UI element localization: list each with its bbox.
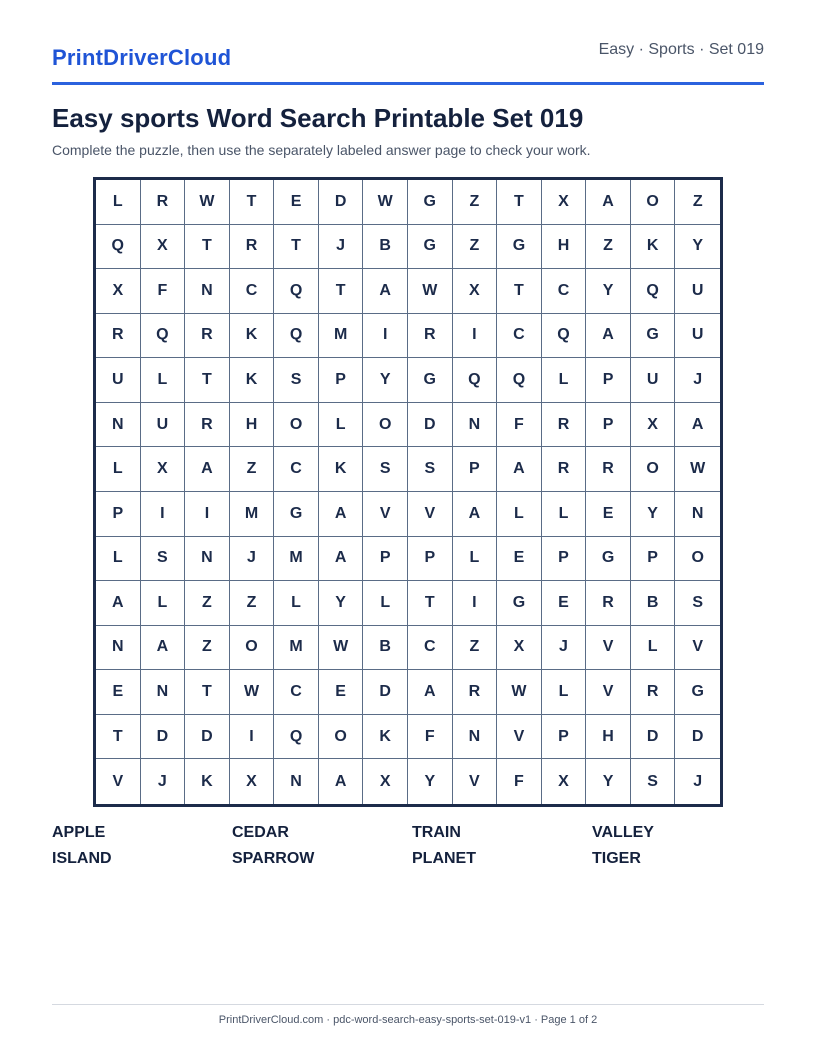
- grid-cell: T: [185, 358, 230, 403]
- grid-cell: L: [363, 581, 408, 626]
- grid-cell: S: [363, 447, 408, 492]
- grid-cell: M: [274, 626, 319, 671]
- grid-cell: Q: [141, 314, 186, 359]
- word-list-item: CEDAR: [232, 824, 289, 841]
- header-divider: [52, 82, 764, 85]
- grid-cell: R: [631, 670, 676, 715]
- grid-cell: E: [586, 492, 631, 537]
- grid-cell: G: [497, 581, 542, 626]
- grid-cell: Z: [675, 180, 720, 225]
- word-list-item: TRAIN: [412, 824, 461, 841]
- grid-cell: L: [274, 581, 319, 626]
- grid-cell: A: [319, 537, 364, 582]
- grid-cell: L: [96, 180, 141, 225]
- grid-cell: G: [631, 314, 676, 359]
- grid-cell: E: [497, 537, 542, 582]
- grid-cell: W: [363, 180, 408, 225]
- grid-cell: U: [141, 403, 186, 448]
- grid-cell: C: [542, 269, 587, 314]
- grid-cell: P: [631, 537, 676, 582]
- grid-cell: Z: [185, 581, 230, 626]
- grid-cell: J: [141, 759, 186, 804]
- grid-cell: N: [274, 759, 319, 804]
- grid-cell: N: [96, 626, 141, 671]
- grid-cell: X: [141, 225, 186, 270]
- grid-cell: J: [230, 537, 275, 582]
- grid-cell: S: [675, 581, 720, 626]
- grid-cell: Q: [274, 269, 319, 314]
- grid-cell: G: [408, 358, 453, 403]
- grid-cell: W: [497, 670, 542, 715]
- grid-cell: L: [542, 670, 587, 715]
- grid-cell: M: [274, 537, 319, 582]
- grid-cell: N: [185, 537, 230, 582]
- grid-cell: G: [274, 492, 319, 537]
- grid-cell: V: [586, 626, 631, 671]
- grid-cell: L: [141, 581, 186, 626]
- grid-cell: X: [542, 180, 587, 225]
- grid-cell: P: [96, 492, 141, 537]
- grid-cell: M: [319, 314, 364, 359]
- grid-cell: Z: [586, 225, 631, 270]
- word-list-item: TIGER: [592, 850, 641, 867]
- grid-cell: R: [96, 314, 141, 359]
- grid-cell: K: [363, 715, 408, 760]
- grid-cell: H: [230, 403, 275, 448]
- grid-cell: X: [96, 269, 141, 314]
- grid-cell: P: [363, 537, 408, 582]
- grid-cell: U: [631, 358, 676, 403]
- word-list: [52, 824, 772, 868]
- grid-cell: Z: [185, 626, 230, 671]
- grid-cell: N: [185, 269, 230, 314]
- grid-cell: L: [542, 358, 587, 403]
- grid-cell: B: [631, 581, 676, 626]
- grid-cell: O: [319, 715, 364, 760]
- grid-cell: O: [631, 180, 676, 225]
- grid-cell: N: [675, 492, 720, 537]
- grid-cell: Q: [274, 715, 319, 760]
- grid-cell: J: [693, 772, 703, 790]
- grid-cell: K: [230, 358, 275, 403]
- grid-cell: Q: [497, 358, 542, 403]
- grid-cell: S: [274, 358, 319, 403]
- grid-cell: E: [274, 180, 319, 225]
- grid-cell: C: [408, 626, 453, 671]
- grid-cell: Y: [363, 358, 408, 403]
- grid-cell: L: [542, 492, 587, 537]
- grid-cell: P: [408, 537, 453, 582]
- grid-cell: V: [408, 492, 453, 537]
- grid-cell: A: [408, 670, 453, 715]
- brand-logo: PrintDriverCloud: [52, 45, 232, 70]
- footer-divider: [52, 1004, 764, 1005]
- grid-cell: A: [319, 759, 364, 804]
- grid-cell: O: [631, 447, 676, 492]
- grid-cell: R: [586, 581, 631, 626]
- grid-cell: Y: [631, 492, 676, 537]
- grid-cell: Q: [542, 314, 587, 359]
- grid-cell: V: [586, 670, 631, 715]
- grid-cell: T: [96, 715, 141, 760]
- grid-cell: T: [185, 225, 230, 270]
- grid-cell: L: [141, 358, 186, 403]
- grid-cell: A: [185, 447, 230, 492]
- grid-cell: G: [408, 180, 453, 225]
- grid-cell: Q: [96, 225, 141, 270]
- grid-cell: X: [542, 759, 587, 804]
- grid-cell: X: [453, 269, 498, 314]
- grid-cell: D: [408, 403, 453, 448]
- grid-cell: C: [274, 447, 319, 492]
- grid-cell: T: [497, 180, 542, 225]
- grid-cell: F: [408, 715, 453, 760]
- grid-cell: V: [497, 715, 542, 760]
- grid-cell: C: [230, 269, 275, 314]
- grid-cell: H: [542, 225, 587, 270]
- grid-cell: C: [497, 314, 542, 359]
- grid-cell: Z: [453, 180, 498, 225]
- grid-cell: X: [141, 447, 186, 492]
- grid-cell: Y: [675, 225, 720, 270]
- grid-cell: R: [542, 403, 587, 448]
- word-list-item: VALLEY: [592, 824, 654, 841]
- grid-cell: T: [497, 269, 542, 314]
- grid-cell: V: [96, 759, 141, 804]
- grid-cell: A: [453, 492, 498, 537]
- grid-cell: D: [631, 715, 676, 760]
- grid-cell: S: [631, 759, 676, 804]
- grid-cell: N: [453, 715, 498, 760]
- grid-cell: L: [453, 537, 498, 582]
- grid-cell: T: [230, 180, 275, 225]
- grid-cell: W: [230, 670, 275, 715]
- page-subtitle: Complete the puzzle, then use the separately labeled answer page to check your work.: [52, 142, 591, 158]
- puzzle-meta: Easy · Sports · Set 019: [598, 41, 764, 58]
- grid-cell: I: [230, 715, 275, 760]
- grid-cell: R: [542, 447, 587, 492]
- grid-cell: Y: [586, 759, 631, 804]
- grid-cell: N: [96, 403, 141, 448]
- grid-cell: K: [319, 447, 364, 492]
- grid-cell: Z: [453, 225, 498, 270]
- grid-cell: F: [497, 759, 542, 804]
- grid-cell: I: [363, 314, 408, 359]
- grid-cell: L: [319, 403, 364, 448]
- word-search-grid: [93, 177, 723, 807]
- grid-cell: R: [230, 225, 275, 270]
- word-list-item: APPLE: [52, 824, 106, 841]
- grid-cell: O: [675, 537, 720, 582]
- grid-cell: D: [141, 715, 186, 760]
- page-footer: PrintDriverCloud.com · pdc-word-search-easy-sports-set-019-v1 · Page 1 of 2: [218, 1014, 598, 1026]
- grid-cell: Q: [631, 269, 676, 314]
- grid-cell: J: [319, 225, 364, 270]
- grid-cell: L: [96, 537, 141, 582]
- grid-cell: V: [675, 626, 720, 671]
- grid-cell: K: [185, 759, 230, 804]
- grid-cell: O: [230, 626, 275, 671]
- grid-cell: R: [408, 314, 453, 359]
- grid-cell: Q: [453, 358, 498, 403]
- grid-cell: P: [586, 403, 631, 448]
- grid-cell: G: [408, 225, 453, 270]
- grid-cell: G: [675, 670, 720, 715]
- grid-cell: A: [96, 581, 141, 626]
- grid-cell: R: [185, 403, 230, 448]
- grid-cell: B: [363, 626, 408, 671]
- grid-cell: Y: [586, 269, 631, 314]
- grid-cell: W: [675, 447, 720, 492]
- grid-cell: L: [497, 492, 542, 537]
- grid-cell: T: [408, 581, 453, 626]
- grid-cell: D: [185, 715, 230, 760]
- word-list-item: SPARROW: [232, 850, 315, 867]
- grid-cell: A: [497, 447, 542, 492]
- grid-cell: M: [230, 492, 275, 537]
- page-title: Easy sports Word Search Printable Set 019: [52, 103, 584, 133]
- grid-cell: L: [96, 447, 141, 492]
- grid-cell: Y: [319, 581, 364, 626]
- grid-cell: R: [141, 180, 186, 225]
- grid-cell: W: [408, 269, 453, 314]
- grid-cell: T: [319, 269, 364, 314]
- grid-cell: X: [631, 403, 676, 448]
- grid-cell: K: [631, 225, 676, 270]
- grid-cell: X: [230, 759, 275, 804]
- grid-cell: G: [586, 537, 631, 582]
- grid-cell: P: [319, 358, 364, 403]
- grid-cell: E: [96, 670, 141, 715]
- grid-cell: N: [453, 403, 498, 448]
- grid-cell: Q: [274, 314, 319, 359]
- grid-cell: J: [542, 626, 587, 671]
- grid-cell: W: [185, 180, 230, 225]
- grid-cell: H: [586, 715, 631, 760]
- grid-cell: D: [319, 180, 364, 225]
- grid-cell: V: [363, 492, 408, 537]
- grid-cell: R: [185, 314, 230, 359]
- word-list-item: ISLAND: [52, 850, 112, 867]
- grid-cell: U: [675, 314, 720, 359]
- grid-cell: J: [675, 358, 720, 403]
- grid-cell: D: [675, 715, 720, 760]
- grid-cell: O: [274, 403, 319, 448]
- grid-cell: P: [586, 358, 631, 403]
- grid-cell: Y: [408, 759, 453, 804]
- grid-cell: P: [542, 537, 587, 582]
- grid-cell: V: [453, 759, 498, 804]
- grid-cell: B: [363, 225, 408, 270]
- grid-cell: A: [319, 492, 364, 537]
- grid-cell: A: [586, 314, 631, 359]
- grid-cell: F: [141, 269, 186, 314]
- grid-cell: C: [274, 670, 319, 715]
- grid-cell: O: [363, 403, 408, 448]
- grid-cell: R: [586, 447, 631, 492]
- grid-cell: Z: [230, 581, 275, 626]
- grid-cell: S: [141, 537, 186, 582]
- grid-cell: E: [542, 581, 587, 626]
- grid-cell: U: [675, 269, 720, 314]
- grid-cell: D: [363, 670, 408, 715]
- word-list-item: PLANET: [412, 850, 476, 867]
- grid-cell: K: [230, 314, 275, 359]
- grid-cell: A: [363, 269, 408, 314]
- grid-cell: N: [141, 670, 186, 715]
- grid-cell: F: [497, 403, 542, 448]
- grid-cell: S: [408, 447, 453, 492]
- grid-cell: U: [96, 358, 141, 403]
- grid-cell: T: [274, 225, 319, 270]
- grid-cell: I: [185, 492, 230, 537]
- grid-cell: P: [542, 715, 587, 760]
- grid-cell: I: [453, 581, 498, 626]
- grid-cell: Z: [453, 626, 498, 671]
- grid-cell: A: [141, 626, 186, 671]
- grid-cell: G: [497, 225, 542, 270]
- grid-cell: R: [453, 670, 498, 715]
- grid-cell: T: [185, 670, 230, 715]
- grid-cell: P: [453, 447, 498, 492]
- grid-cell: Z: [230, 447, 275, 492]
- grid-cell: X: [363, 759, 408, 804]
- grid-cell: E: [319, 670, 364, 715]
- grid-cell: I: [453, 314, 498, 359]
- grid-cell: A: [586, 180, 631, 225]
- grid-cell: X: [497, 626, 542, 671]
- grid-cell: L: [631, 626, 676, 671]
- grid-cell: A: [675, 403, 720, 448]
- grid-cell: W: [319, 626, 364, 671]
- grid-cell: I: [141, 492, 186, 537]
